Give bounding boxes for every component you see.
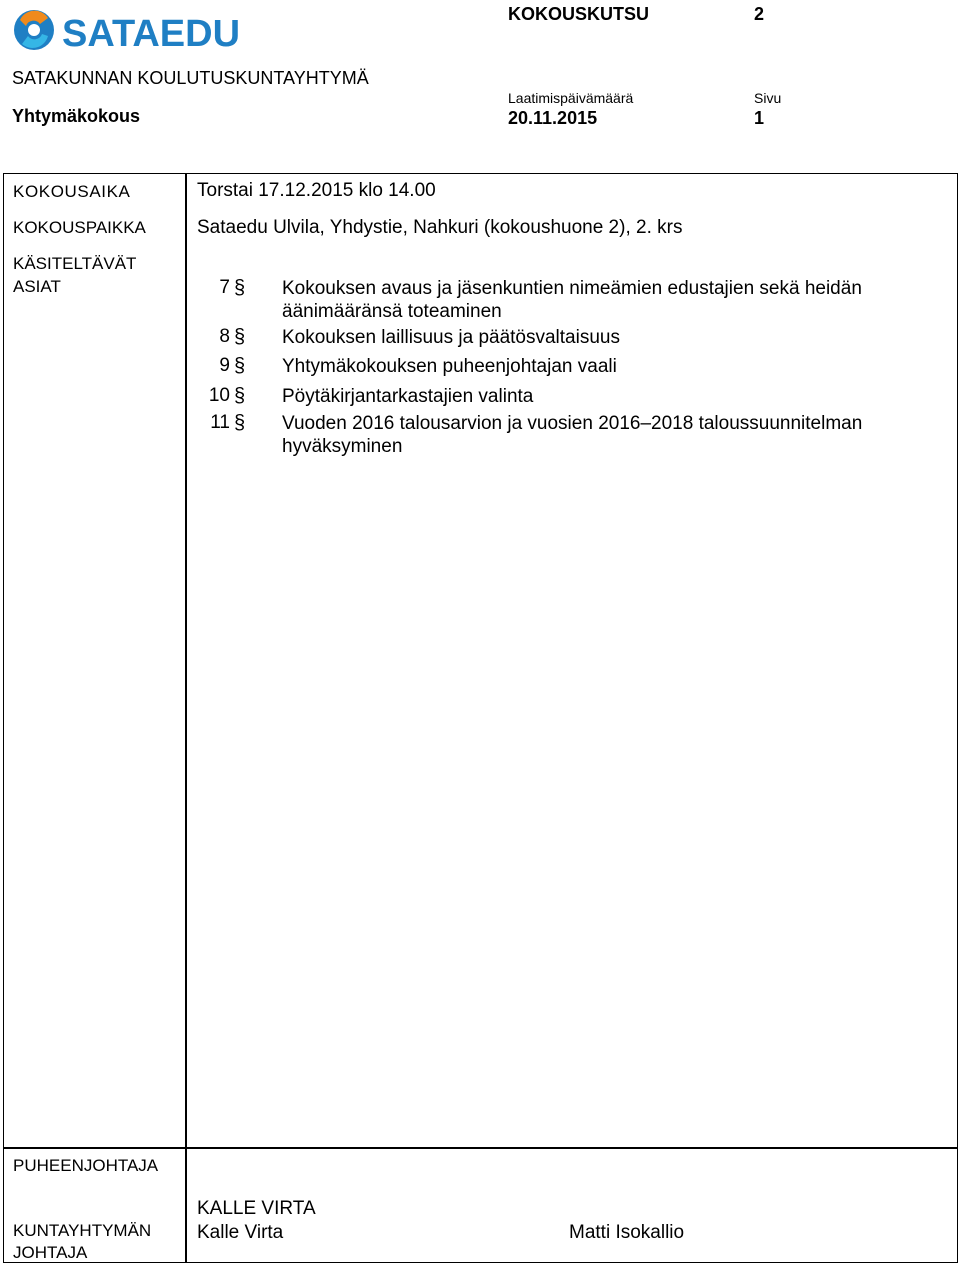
organization-name: SATAKUNNAN KOULUTUSKUNTAYHTYMÄ [12, 68, 369, 88]
document-type: KOKOUSKUTSU [508, 4, 650, 24]
agenda-item-title: Kokouksen avaus ja jäsenkuntien nimeämien edustajien sekä heidän äänimääränsä toteaminen [282, 278, 862, 322]
table-row-divider [3, 1147, 958, 1149]
date-value: 20.11.2015 [508, 108, 598, 128]
page-value: 1 [754, 108, 765, 128]
agenda-item-title: Yhtymäkokouksen puheenjohtajan vaali [282, 356, 617, 377]
section-sign-icon: § [234, 385, 246, 407]
meeting-name: Yhtymäkokous [12, 106, 141, 126]
director-name: Matti Isokallio [569, 1222, 685, 1243]
meeting-place-label: KOKOUSPAIKKA [13, 218, 146, 237]
agenda-item-number: 10 [208, 385, 230, 406]
sataedu-logo [12, 4, 252, 60]
director-label: KUNTAYHTYMÄN JOHTAJA [13, 1221, 152, 1262]
document-number: 2 [754, 4, 765, 24]
meeting-time-value: Torstai 17.12.2015 klo 14.00 [197, 180, 436, 201]
agenda-item-number: 9 [219, 355, 230, 376]
section-sign-icon: § [234, 412, 246, 434]
date-label: Laatimispäivämäärä [508, 90, 634, 106]
agenda-item-title: Kokouksen laillisuus ja päätösvaltaisuus [282, 327, 620, 348]
page-label: Sivu [754, 90, 782, 106]
meeting-time-label: KOKOUSAIKA [13, 182, 131, 201]
agenda-item-number: 11 [210, 412, 230, 433]
agenda-item-number: 7 [219, 277, 230, 298]
logo-text: SATAEDU [62, 13, 241, 55]
chair-name: Kalle Virta [197, 1222, 284, 1243]
meeting-place-value: Sataedu Ulvila, Yhdystie, Nahkuri (kokoushuone 2), 2. krs [197, 217, 683, 238]
chair-name-caps: KALLE VIRTA [197, 1198, 316, 1219]
table-column-divider [185, 173, 187, 1263]
sataedu-logo-mark [12, 4, 252, 60]
section-sign-icon: § [234, 355, 246, 377]
agenda-items-label: KÄSITELTÄVÄT ASIAT [13, 254, 137, 296]
chair-label: PUHEENJOHTAJA [13, 1156, 159, 1175]
agenda-item-title: Vuoden 2016 talousarvion ja vuosien 2016–2018 taloussuunnitelman hyväksyminen [282, 413, 863, 457]
section-sign-icon: § [234, 326, 246, 348]
section-sign-icon: § [234, 277, 246, 299]
agenda-item-title: Pöytäkirjantarkastajien valinta [282, 386, 534, 407]
agenda-item-number: 8 [219, 326, 230, 347]
